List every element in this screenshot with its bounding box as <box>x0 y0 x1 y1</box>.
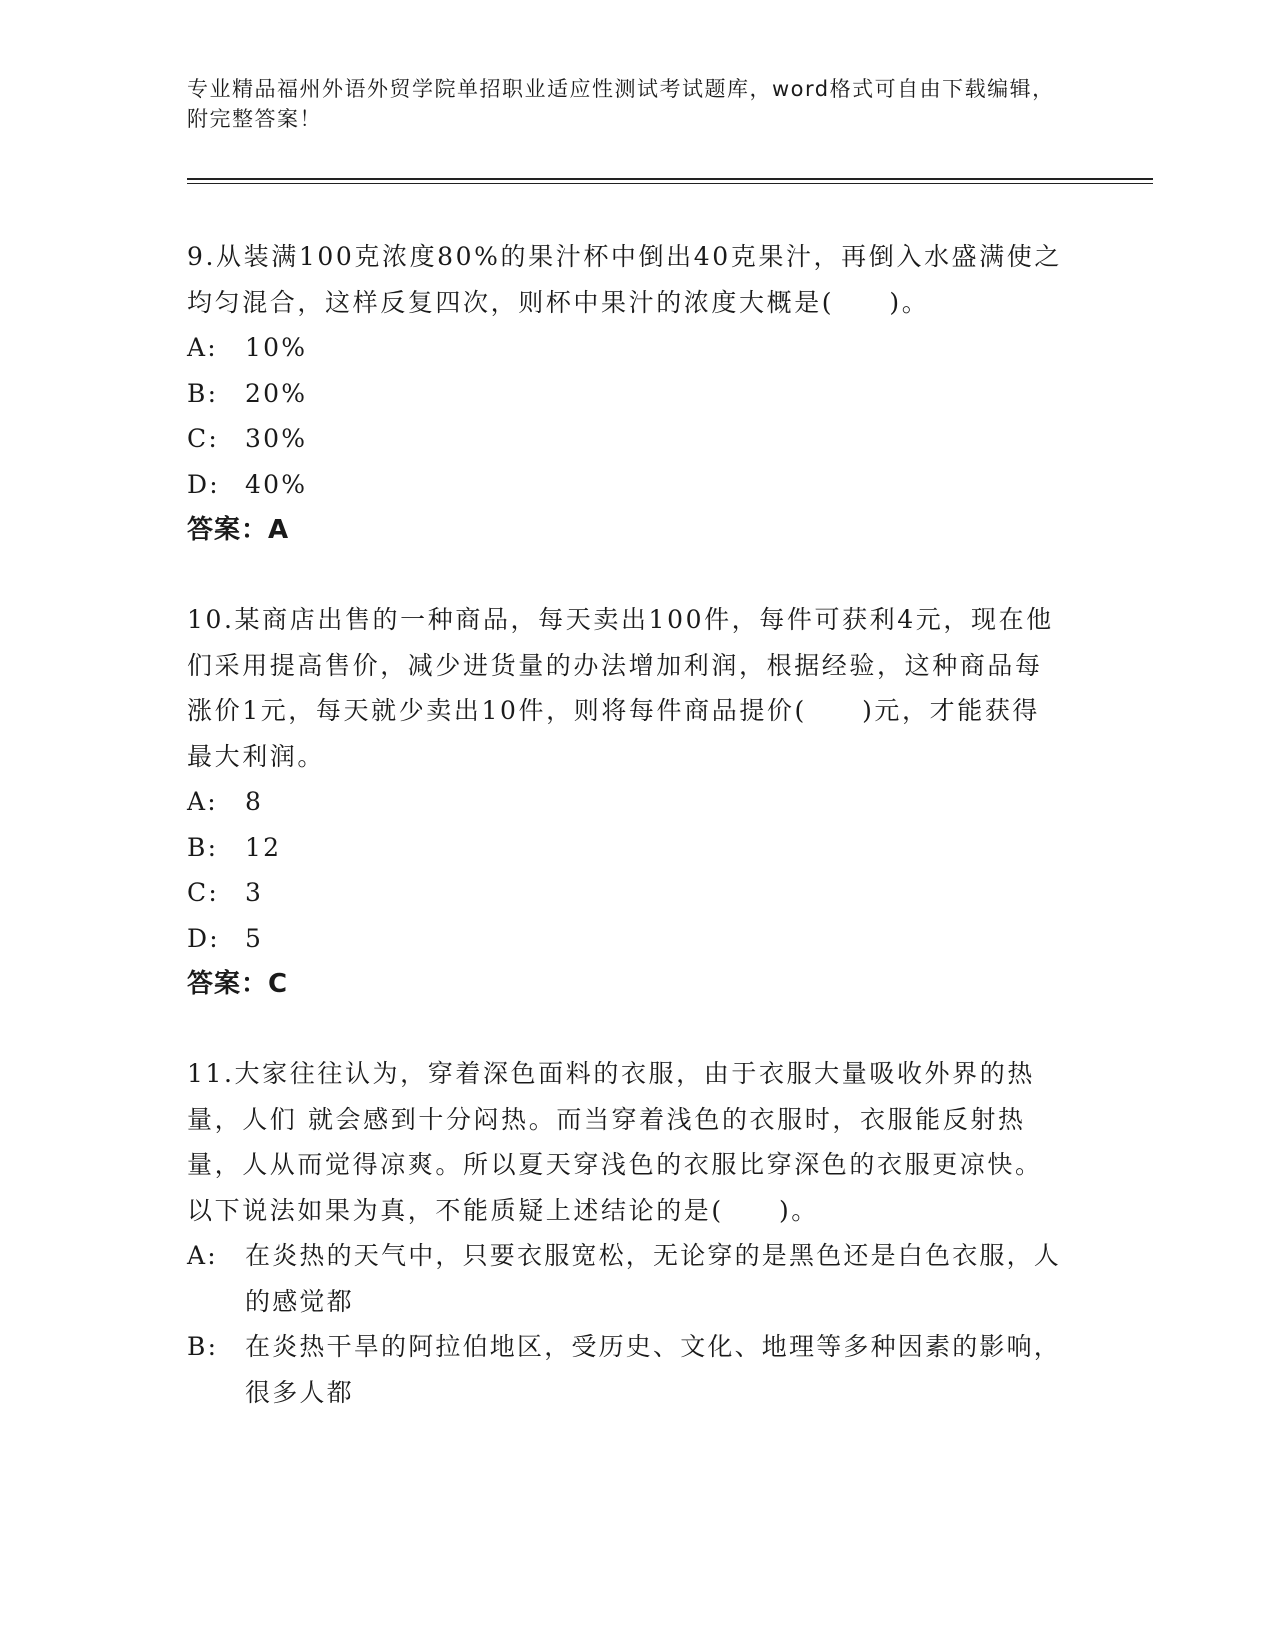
option-d <box>187 916 1067 962</box>
question-11 <box>187 1051 1067 1415</box>
option-d <box>187 462 1067 508</box>
spacer <box>187 553 1067 597</box>
option-letter: C: <box>187 878 219 907</box>
option-text: 40% <box>245 469 308 499</box>
option-letter: A: <box>187 1241 218 1270</box>
header-divider <box>187 178 1153 180</box>
option-text: 在炎热的天气中，只要衣服宽松，无论穿的是黑色还是白色衣服，人的感觉都 <box>245 1241 1062 1316</box>
question-stem: 10.某商店出售的一种商品，每天卖出100件，每件可获利4元，现在他们采用提高售价，减少进货量的办法增加利润，根据经验，这种商品每涨价1元，每天就少卖出10件，则将每件商品提价( )元，才能获得最大利润。 <box>187 605 1054 771</box>
option-text: 20% <box>245 378 308 408</box>
option-letter: D: <box>187 923 220 953</box>
option-text: 在炎热干旱的阿拉伯地区，受历史、文化、地理等多种因素的影响，很多人都 <box>245 1332 1062 1407</box>
header-divider-thin <box>187 183 1153 184</box>
option-text: 30% <box>245 424 308 453</box>
option-text: 12 <box>245 832 282 862</box>
option-text: 5 <box>245 923 264 953</box>
question-9 <box>187 234 1067 553</box>
question-stem: 9.从装满100克浓度80%的果汁杯中倒出40克果汁，再倒入水盛满使之均匀混合，这样反复四次，则杯中果汁的浓度大概是( )。 <box>187 242 1062 317</box>
document-header: 专业精品福州外语外贸学院单招职业适应性测试考试题库，word格式可自由下载编辑，附完整答案！ <box>187 77 1055 131</box>
option-text: 3 <box>245 878 264 907</box>
option-a <box>187 1233 1067 1324</box>
option-a <box>187 325 1067 371</box>
option-letter: A: <box>187 333 218 362</box>
option-c <box>187 870 1067 916</box>
option-text: 10% <box>245 333 308 362</box>
option-b <box>187 371 1067 417</box>
option-text: 8 <box>245 787 264 816</box>
question-list <box>187 234 1067 1415</box>
question-stem: 11.大家往往认为，穿着深色面料的衣服，由于衣服大量吸收外界的热量，人们 就会感到十分闷热。而当穿着浅色的衣服时，衣服能反射热量，人从而觉得凉爽。所以夏天穿浅色的衣服比穿深色的衣服更凉快。以下说法如果为真，不能质疑上述结论的是( )。 <box>187 1059 1043 1225</box>
question-10 <box>187 597 1067 1007</box>
option-letter: C: <box>187 424 219 453</box>
option-letter: D: <box>187 469 220 499</box>
option-b <box>187 825 1067 871</box>
spacer <box>187 1007 1067 1051</box>
option-letter: A: <box>187 787 218 816</box>
option-c <box>187 416 1067 462</box>
option-letter: B: <box>187 832 219 862</box>
option-letter: B: <box>187 1332 219 1361</box>
option-b <box>187 1324 1067 1415</box>
option-a <box>187 779 1067 825</box>
answer-line: 答案：C <box>187 969 289 999</box>
option-letter: B: <box>187 378 219 408</box>
answer-line: 答案：A <box>187 515 290 545</box>
